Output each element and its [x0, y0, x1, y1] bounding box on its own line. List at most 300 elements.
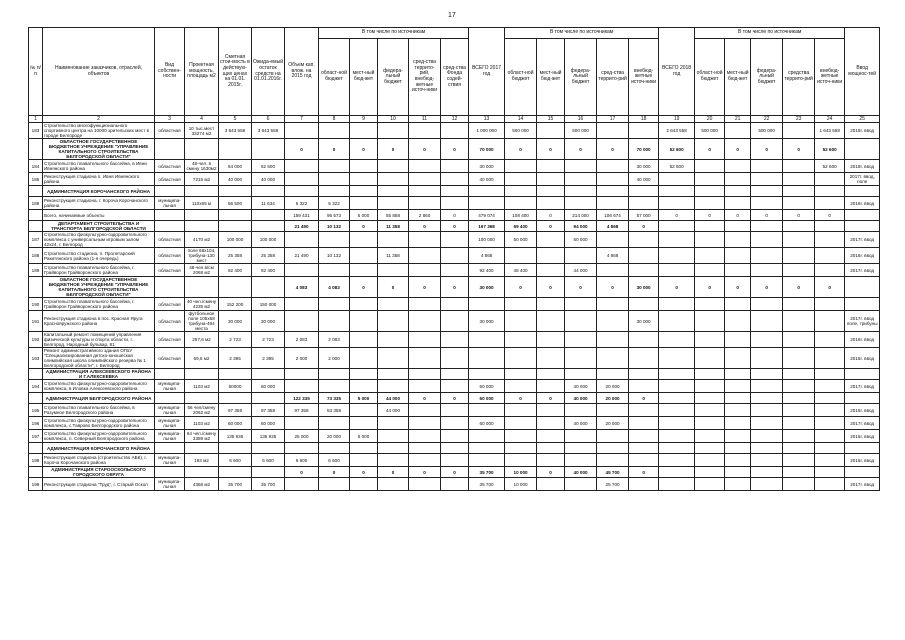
table-cell	[185, 393, 219, 404]
table-cell	[725, 348, 751, 369]
section-total-cell: 0	[441, 221, 469, 232]
table-cell	[409, 430, 441, 443]
table-row	[29, 160, 880, 173]
table-cell	[378, 197, 409, 210]
table-row	[29, 430, 880, 443]
table-cell: 500 000	[751, 123, 783, 139]
table-cell	[469, 430, 505, 443]
table-cell: 1103 м2	[185, 417, 219, 430]
col-header: внебюд-жетные источ-ники	[815, 39, 845, 116]
object-name-cell: Реконструкция стадиона п. Ивня Ивнянского района	[43, 173, 155, 186]
section-title: ОБЛАСТНОЕ ГОСУДАРСТВЕННОЕ БЮДЖЕТНОЕ УЧРЕЖДЕНИЕ "УПРАВЛЕНИЕ КАПИТАЛЬНОГО СТРОИТЕЛЬСТВА БЕЛГОРОДСКОЙ ОБЛАСТИ"	[43, 139, 155, 160]
table-cell: 6 600	[252, 454, 285, 467]
table-cell	[155, 139, 185, 160]
table-cell: 25 700	[597, 478, 629, 491]
section-total-cell: 10 000	[505, 467, 537, 478]
table-cell	[441, 332, 469, 348]
table-cell: 2016г. ввод	[845, 430, 880, 443]
table-cell	[378, 264, 409, 277]
column-number: 3	[155, 116, 185, 123]
table-cell	[350, 417, 378, 430]
table-cell: 183	[29, 123, 43, 139]
table-cell	[783, 417, 815, 430]
table-cell	[629, 123, 659, 139]
table-cell	[783, 160, 815, 173]
table-cell	[441, 380, 469, 393]
col-header: сред-ства Фонда содей-ствия	[441, 39, 469, 116]
table-cell	[319, 298, 350, 311]
section-total-cell	[845, 369, 880, 380]
section-total-cell	[725, 467, 751, 478]
object-name-cell: Строительство плавательного бассейна, в Разумное Белгородского района	[43, 404, 155, 417]
table-cell	[441, 123, 469, 139]
table-cell	[469, 348, 505, 369]
column-number: 21	[725, 116, 751, 123]
table-cell	[469, 332, 505, 348]
section-total-cell: 0	[725, 277, 751, 298]
column-number: 8	[319, 116, 350, 123]
section-total-cell: 40 000	[565, 467, 597, 478]
table-cell: 11 358	[378, 248, 409, 264]
table-cell: 7215 м2	[185, 173, 219, 186]
table-row	[29, 404, 880, 417]
table-cell	[378, 454, 409, 467]
table-cell	[441, 264, 469, 277]
table-cell: 30 000	[252, 311, 285, 332]
table-cell	[409, 454, 441, 467]
table-cell: 30 000	[629, 160, 659, 173]
table-cell	[659, 248, 695, 264]
table-cell	[537, 332, 565, 348]
table-cell: 48-чел.в/см 2068 м2	[185, 264, 219, 277]
table-cell	[815, 417, 845, 430]
table-cell	[441, 430, 469, 443]
table-cell	[725, 311, 751, 332]
page-number: 17	[448, 12, 456, 19]
section-row	[29, 443, 880, 454]
section-total-cell: 0	[378, 139, 409, 160]
table-cell	[29, 210, 43, 221]
table-cell	[783, 430, 815, 443]
table-cell	[815, 197, 845, 210]
section-total-cell	[659, 221, 695, 232]
table-cell	[537, 417, 565, 430]
table-cell	[350, 478, 378, 491]
table-cell	[695, 404, 725, 417]
table-cell	[725, 123, 751, 139]
table-cell	[350, 454, 378, 467]
section-total-cell: 0	[537, 393, 565, 404]
table-cell: 152 200	[219, 298, 252, 311]
table-cell	[695, 348, 725, 369]
total-cell	[185, 210, 219, 221]
table-cell: 2017г. ввод, поле	[845, 173, 880, 186]
section-total-cell: 52 600	[659, 139, 695, 160]
section-total-cell	[659, 393, 695, 404]
table-cell	[725, 264, 751, 277]
section-total-cell: 0	[659, 277, 695, 298]
table-cell	[783, 264, 815, 277]
section-total-cell: 0	[409, 467, 441, 478]
table-cell	[815, 232, 845, 248]
table-cell	[319, 311, 350, 332]
table-cell	[751, 264, 783, 277]
table-cell: 188	[29, 248, 43, 264]
section-total-cell	[695, 186, 725, 197]
section-total-cell: 167 368	[469, 221, 505, 232]
table-cell: 2 395	[219, 348, 252, 369]
table-cell	[378, 430, 409, 443]
section-total-cell	[350, 186, 378, 197]
table-cell: областная	[155, 298, 185, 311]
section-total-cell	[441, 369, 469, 380]
column-number: 25	[845, 116, 880, 123]
investment-table	[28, 27, 880, 491]
table-cell	[350, 311, 378, 332]
table-cell: 60 000	[252, 417, 285, 430]
column-number: 19	[659, 116, 695, 123]
table-row	[29, 348, 880, 369]
table-cell: 189	[29, 264, 43, 277]
table-cell: 97 358	[219, 404, 252, 417]
table-cell	[565, 430, 597, 443]
table-cell	[409, 264, 441, 277]
table-cell	[725, 197, 751, 210]
column-number: 5	[219, 116, 252, 123]
table-cell: 2018г. ввод	[845, 123, 880, 139]
object-name-cell: Ремонт административного здания ОГБУ "Специализированная детско-юношеская олимпийская школа олимпийского резерва № 1 Белгородской области", г. Белгород	[43, 348, 155, 369]
section-total-cell: 0	[350, 467, 378, 478]
table-cell	[565, 404, 597, 417]
table-cell: 62 600	[252, 160, 285, 173]
total-cell: 2 860	[409, 210, 441, 221]
total-cell	[845, 210, 880, 221]
section-total-cell: 0	[319, 139, 350, 160]
section-total-cell	[783, 369, 815, 380]
table-cell	[441, 232, 469, 248]
section-total-cell: 0	[409, 393, 441, 404]
table-cell	[155, 277, 185, 298]
section-total-cell	[815, 393, 845, 404]
section-total-cell: 70 000	[469, 139, 505, 160]
section-total-cell: 122 335	[285, 393, 319, 404]
table-cell	[409, 160, 441, 173]
table-cell	[409, 197, 441, 210]
object-name-cell: Реконструкция стадиона, г. Короча Корочанского района	[43, 197, 155, 210]
table-cell	[505, 332, 537, 348]
table-cell: 60 000	[219, 417, 252, 430]
table-cell	[319, 380, 350, 393]
object-name-cell: Капитальный ремонт помещений управления физической культуры и спорта области, г. Белгород, Народный бульвар, 81	[43, 332, 155, 348]
total-cell: 55 858	[378, 210, 409, 221]
table-cell: муниципа-льная	[155, 454, 185, 467]
table-cell	[409, 173, 441, 186]
section-total-cell	[469, 186, 505, 197]
col-header: Сметная стои-мость в действую-щих ценах на 01.01. 2015г.	[219, 28, 252, 116]
col-header: Вид собствен-ности	[155, 28, 185, 116]
table-cell: областная	[155, 160, 185, 173]
table-cell	[597, 160, 629, 173]
table-cell	[565, 248, 597, 264]
table-cell	[815, 311, 845, 332]
table-cell: 2016г. ввод	[845, 332, 880, 348]
section-total-cell	[441, 186, 469, 197]
section-total-cell	[845, 393, 880, 404]
section-total-cell: 0	[695, 139, 725, 160]
table-cell: областная	[155, 332, 185, 348]
column-number: 4	[185, 116, 219, 123]
table-cell	[695, 430, 725, 443]
table-cell	[219, 467, 252, 478]
section-total-cell	[725, 186, 751, 197]
section-row	[29, 393, 880, 404]
table-cell: 25 358	[219, 248, 252, 264]
table-cell: 20 000	[597, 417, 629, 430]
table-cell	[751, 197, 783, 210]
table-cell	[441, 298, 469, 311]
section-total-cell	[751, 393, 783, 404]
table-cell: 1 643 558	[815, 123, 845, 139]
section-total-cell	[783, 221, 815, 232]
section-total-cell: 0	[629, 467, 659, 478]
section-total-cell	[783, 186, 815, 197]
section-total-cell	[350, 443, 378, 454]
table-cell	[751, 478, 783, 491]
table-cell	[815, 264, 845, 277]
table-cell	[505, 430, 537, 443]
column-number: 15	[537, 116, 565, 123]
table-cell	[319, 232, 350, 248]
section-total-cell: 0	[629, 221, 659, 232]
table-cell	[597, 311, 629, 332]
table-cell	[285, 173, 319, 186]
table-cell	[695, 311, 725, 332]
table-cell	[285, 232, 319, 248]
object-name-cell: Реконструкция стадиона "Труд", г. Старый Оскол	[43, 478, 155, 491]
table-cell: муниципа-льная	[155, 430, 185, 443]
section-total-cell	[378, 369, 409, 380]
column-number: 2	[43, 116, 155, 123]
table-row	[29, 197, 880, 210]
table-cell: 44 000	[565, 264, 597, 277]
section-total-cell	[319, 186, 350, 197]
table-cell: 195	[29, 404, 43, 417]
column-number: 17	[597, 116, 629, 123]
table-cell	[725, 404, 751, 417]
table-cell	[505, 454, 537, 467]
section-total-cell	[783, 393, 815, 404]
column-number: 6	[252, 116, 285, 123]
section-total-cell	[725, 443, 751, 454]
section-total-cell	[409, 369, 441, 380]
total-cell	[155, 210, 185, 221]
table-cell	[629, 248, 659, 264]
table-cell	[565, 478, 597, 491]
section-total-cell: 44 000	[378, 393, 409, 404]
table-cell	[285, 380, 319, 393]
section-title: АДМИНИСТРАЦИЯ АЛЕКСЕЕВСКОГО РАЙОНА И Г.АЛЕКСЕЕВКА	[43, 369, 155, 380]
table-cell	[350, 264, 378, 277]
section-total-cell	[565, 186, 597, 197]
table-cell	[319, 160, 350, 173]
col-header: сред-ства террито-рий	[597, 39, 629, 116]
table-cell: 35 700	[469, 478, 505, 491]
section-total-cell: 59 400	[505, 221, 537, 232]
total-cell: 0	[695, 210, 725, 221]
table-cell	[505, 173, 537, 186]
section-total-cell: 0	[350, 277, 378, 298]
table-cell	[537, 248, 565, 264]
table-cell	[751, 380, 783, 393]
table-cell: 25 000	[285, 430, 319, 443]
table-cell: 60000	[219, 380, 252, 393]
section-total-cell	[409, 443, 441, 454]
section-total-cell: 0	[350, 139, 378, 160]
table-cell: 40 000	[629, 173, 659, 186]
section-title: АДМИНИСТРАЦИЯ КОРОЧАНСКОГО РАЙОНА	[43, 443, 155, 454]
section-total-cell: 60 000	[469, 393, 505, 404]
table-cell: 40 000	[565, 380, 597, 393]
section-total-cell	[629, 443, 659, 454]
col-header: мест-ный бюд-жет	[725, 39, 751, 116]
table-cell	[815, 298, 845, 311]
table-cell	[783, 311, 815, 332]
column-number: 11	[409, 116, 441, 123]
table-cell: 20 000	[319, 430, 350, 443]
section-total-cell	[285, 186, 319, 197]
table-cell	[597, 197, 629, 210]
section-title: АДМИНИСТРАЦИЯ СТАРООСКОЛЬСКОГО ГОРОДСКОГО ОКРУГА	[43, 467, 155, 478]
table-cell	[659, 417, 695, 430]
table-cell	[285, 264, 319, 277]
table-cell	[185, 277, 219, 298]
table-cell	[350, 332, 378, 348]
section-total-cell	[565, 443, 597, 454]
table-cell	[409, 417, 441, 430]
section-total-cell: 0	[725, 139, 751, 160]
table-cell: 97 358	[285, 404, 319, 417]
table-cell: 56 500	[219, 197, 252, 210]
table-cell	[537, 160, 565, 173]
section-total-cell	[659, 369, 695, 380]
table-cell	[441, 248, 469, 264]
section-total-cell: 21 490	[285, 221, 319, 232]
section-total-cell: 10 132	[319, 221, 350, 232]
table-cell	[751, 348, 783, 369]
table-cell	[319, 478, 350, 491]
table-cell	[441, 197, 469, 210]
table-cell: футбольное поле 105х68 трибуна-494 места	[185, 311, 219, 332]
section-total-cell	[845, 186, 880, 197]
table-cell	[815, 404, 845, 417]
section-total-cell	[505, 186, 537, 197]
section-total-cell	[695, 221, 725, 232]
total-cell: 95 573	[319, 210, 350, 221]
section-total-cell: 0	[378, 467, 409, 478]
table-cell	[537, 264, 565, 277]
table-cell	[29, 467, 43, 478]
section-total-cell: 0	[350, 221, 378, 232]
col-header: Ожида-емый остаток средств на 01.01.2016г.	[252, 28, 285, 116]
total-cell: 479 074	[469, 210, 505, 221]
table-cell: 1103 м2	[185, 380, 219, 393]
section-total-cell	[350, 369, 378, 380]
table-cell: 2 083	[285, 332, 319, 348]
table-cell: областная	[155, 348, 185, 369]
section-total-cell	[725, 221, 751, 232]
table-cell: 2018г. ввод	[845, 160, 880, 173]
section-total-cell: 5 000	[350, 393, 378, 404]
section-total-cell: 0	[409, 221, 441, 232]
table-cell	[725, 454, 751, 467]
table-cell	[441, 417, 469, 430]
table-row	[29, 332, 880, 348]
table-cell	[783, 348, 815, 369]
object-name-cell: Строительство физкультурно-оздоровительного комплекса, в Иловка Алексеевского района	[43, 380, 155, 393]
total-cell: 0	[441, 210, 469, 221]
table-cell	[409, 380, 441, 393]
section-total-cell: 30 000	[629, 277, 659, 298]
table-cell: 50 000	[505, 232, 537, 248]
table-cell	[725, 478, 751, 491]
table-cell: 64 чел./смену 3389 м2	[185, 430, 219, 443]
section-total-cell: 0	[537, 277, 565, 298]
section-total-cell	[378, 186, 409, 197]
section-total-cell	[845, 139, 880, 160]
table-cell	[378, 232, 409, 248]
section-total-cell	[815, 221, 845, 232]
table-cell	[659, 478, 695, 491]
section-row	[29, 467, 880, 478]
col-header: № п/п	[29, 28, 43, 116]
table-row	[29, 478, 880, 491]
section-total-cell	[597, 443, 629, 454]
table-cell: 2017г. ввод	[845, 380, 880, 393]
table-cell	[155, 186, 185, 197]
section-total-cell: 0	[285, 467, 319, 478]
section-total-cell	[815, 467, 845, 478]
table-cell: 40 чел./смену 4235 м2	[185, 298, 219, 311]
table-cell	[505, 160, 537, 173]
object-name-cell: Реконструкция стадиона (строительство АБК), г. Короча Корочанского района	[43, 454, 155, 467]
total-cell: 0	[659, 210, 695, 221]
section-total-cell: 0	[629, 393, 659, 404]
table-cell: 40 000	[469, 173, 505, 186]
table-cell	[597, 264, 629, 277]
table-cell	[29, 186, 43, 197]
table-cell	[815, 173, 845, 186]
table-cell	[695, 264, 725, 277]
table-cell	[783, 332, 815, 348]
table-cell	[597, 123, 629, 139]
table-cell: 2017г. ввод	[845, 232, 880, 248]
table-cell	[537, 348, 565, 369]
table-cell	[409, 478, 441, 491]
table-row	[29, 232, 880, 248]
table-cell	[378, 380, 409, 393]
column-number: 24	[815, 116, 845, 123]
table-cell	[378, 348, 409, 369]
table-cell	[29, 443, 43, 454]
table-cell	[378, 332, 409, 348]
section-total-cell: 0	[597, 139, 629, 160]
table-cell: 135 935	[252, 430, 285, 443]
table-cell	[751, 430, 783, 443]
table-cell	[505, 197, 537, 210]
section-total-cell: 0	[409, 277, 441, 298]
table-cell: 100 000	[219, 232, 252, 248]
section-total-cell	[751, 221, 783, 232]
